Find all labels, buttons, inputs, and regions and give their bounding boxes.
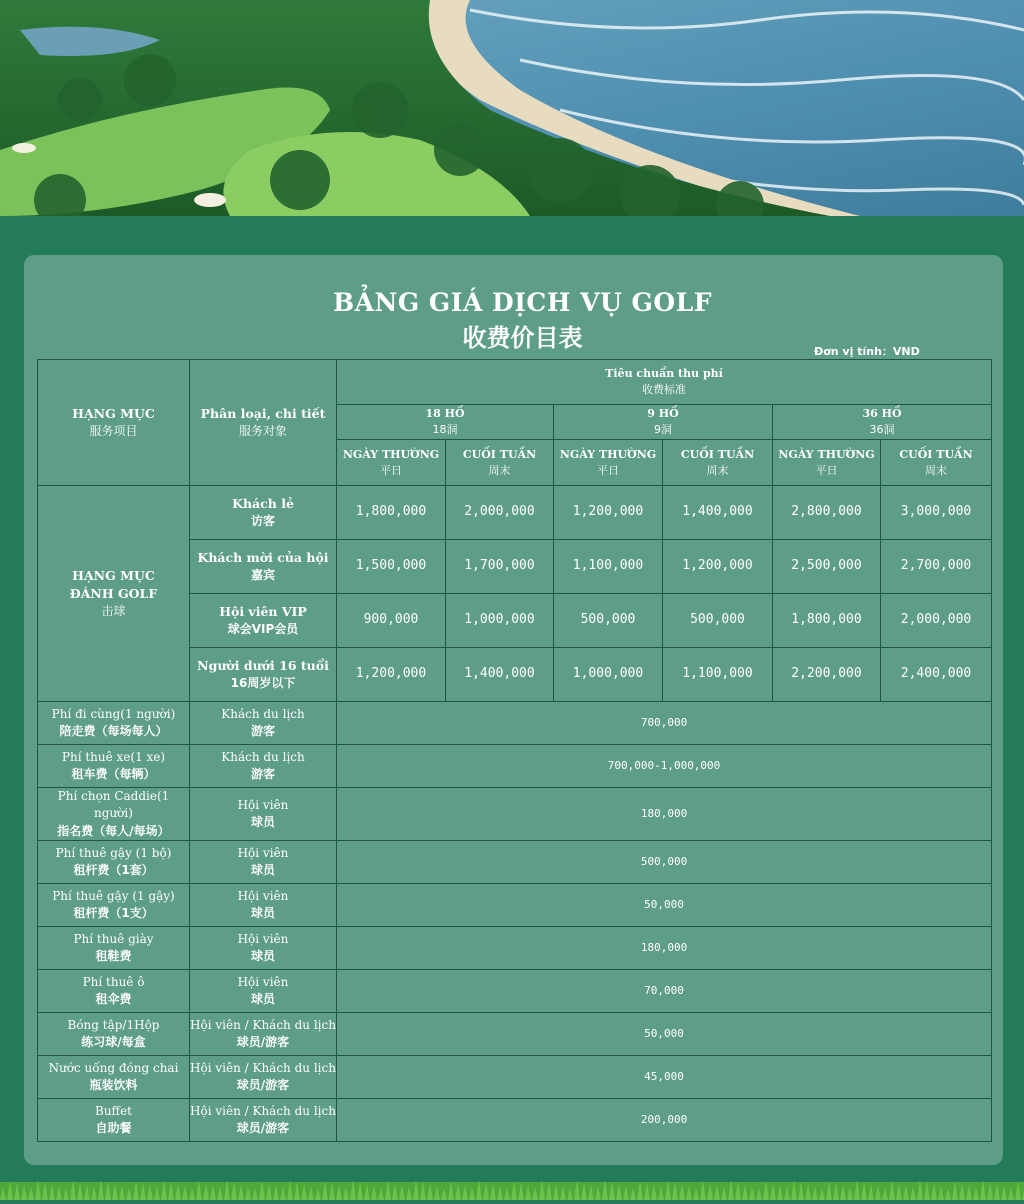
price-cell: 1,700,000 [446,540,554,594]
header-weekday-vi: NGÀY THƯỜNG [342,447,440,461]
header-group-18 [337,405,554,440]
service-target [190,884,337,927]
page-title: BẢNG GIÁ DỊCH VỤ GOLF [332,288,713,317]
price-cell: 500,000 [663,594,773,648]
golf-row-label [190,486,337,540]
golf-row-label-cn: 球会VIP会员 [227,621,299,636]
service-target-vi: Khách du lịch [221,706,305,721]
service-target-vi: Hội viên / Khách du lịch [190,1103,336,1118]
header-category [38,360,190,486]
service-target-cn: 球员 [250,992,275,1007]
service-target-vi: Hội viên [237,974,289,989]
service-price: 700,000-1,000,000 [337,745,992,788]
service-name [38,841,190,884]
price-cell: 1,100,000 [663,648,773,702]
service-target-vi: Hội viên [237,797,289,812]
header-standard [337,360,992,405]
service-name [38,1013,190,1056]
price-cell: 1,000,000 [446,594,554,648]
price-cell: 1,200,000 [554,486,663,540]
service-name-cn: 租车费（每辆） [71,767,156,781]
service-row [38,1056,992,1099]
service-name-vi: Phí thuê gậy (1 bộ) [55,845,172,860]
service-row [38,1099,992,1142]
service-price: 50,000 [337,884,992,927]
service-name-vi: Phí thuê ô [82,974,145,989]
header-group-18-vi: 18 HỐ [425,407,465,421]
price-cell: 500,000 [554,594,663,648]
service-target-cn: 球员 [250,863,275,878]
service-target-vi: Hội viên / Khách du lịch [190,1060,336,1075]
price-cell: 1,400,000 [446,648,554,702]
price-cell: 2,200,000 [773,648,881,702]
service-target [190,745,337,788]
service-price: 180,000 [337,927,992,970]
service-row [38,745,992,788]
price-cell: 900,000 [337,594,446,648]
header-group-9-vi: 9 HỐ [647,407,679,421]
header-group-36-vi: 36 HỐ [862,407,902,421]
golf-category [38,486,190,702]
service-price: 50,000 [337,1013,992,1056]
header-standard-vi: Tiêu chuẩn thu phí [605,367,723,381]
price-cell: 1,000,000 [554,648,663,702]
service-row [38,841,992,884]
service-name [38,788,190,841]
service-target-cn: 球员/游客 [236,1035,290,1050]
service-name [38,970,190,1013]
price-cell: 3,000,000 [881,486,992,540]
price-cell: 2,800,000 [773,486,881,540]
service-name [38,702,190,745]
service-name-cn: 租杆费（1支） [73,906,154,921]
service-name-vi: Bóng tập/1Hộp [67,1017,160,1032]
header-weekend [881,440,992,486]
service-row [38,884,992,927]
golf-row-label-cn: 16周岁以下 [230,675,296,690]
service-row [38,702,992,745]
service-price: 500,000 [337,841,992,884]
service-target [190,788,337,841]
service-target-vi: Hội viên / Khách du lịch [190,1017,336,1032]
header-weekend-vi: CUỐI TUẦN [899,447,973,461]
service-name [38,745,190,788]
header-weekend-cn: 周末 [925,463,948,477]
golf-row-label [190,540,337,594]
price-cell: 1,400,000 [663,486,773,540]
price-cell: 1,200,000 [337,648,446,702]
service-target-cn: 游客 [250,767,275,781]
price-cell: 2,700,000 [881,540,992,594]
service-target-cn: 球员/游客 [236,1121,290,1136]
golf-row-label-cn: 嘉宾 [250,567,275,582]
header-category-cn: 服务项目 [89,423,138,438]
service-target-cn: 球员 [250,815,275,830]
service-name-vi: Phí chọn Caddie(1 người) [57,789,170,821]
currency-unit-value: VND [892,345,920,358]
header-classification [190,360,337,486]
service-target [190,1056,337,1099]
price-cell: 2,400,000 [881,648,992,702]
header-weekday-cn: 平日 [380,463,402,477]
service-row [38,970,992,1013]
service-target-vi: Hội viên [237,888,289,903]
golf-row-label [190,594,337,648]
price-cell: 1,800,000 [337,486,446,540]
currency-unit-label: Đơn vị tính： [814,345,893,358]
service-name [38,1099,190,1142]
golf-row-label-cn: 访客 [250,513,275,528]
service-name-vi: Buffet [95,1103,132,1118]
service-target [190,970,337,1013]
golf-course-illustration [0,0,1024,216]
service-name [38,884,190,927]
service-name-vi: Phí thuê giày [73,931,154,946]
service-target-cn: 球员 [250,906,275,921]
service-name-vi: Phí thuê xe(1 xe) [61,749,166,764]
price-cell: 2,000,000 [446,486,554,540]
service-name-cn: 自助餐 [95,1121,132,1136]
header-weekday-cn: 平日 [815,463,838,477]
header-classification-cn: 服务对象 [238,423,287,438]
header-group-18-cn: 18洞 [432,423,458,436]
header-group-36-cn: 36洞 [869,423,895,436]
service-row [38,927,992,970]
golf-row-label [190,648,337,702]
header-weekday [337,440,446,486]
price-cell: 1,200,000 [663,540,773,594]
header-weekend-vi: CUỐI TUẦN [680,447,755,461]
header-weekday-vi: NGÀY THƯỜNG [778,447,875,461]
header-weekend [663,440,773,486]
golf-row-label-vi: Khách lẻ [232,495,294,511]
hero-image [0,0,1024,216]
price-table [37,359,992,1142]
header-weekday [773,440,881,486]
service-name-cn: 指名费（每人/每场） [57,823,170,838]
service-target-vi: Hội viên [237,845,289,860]
service-target [190,841,337,884]
price-cell: 1,100,000 [554,540,663,594]
price-cell: 1,800,000 [773,594,881,648]
price-cell: 2,500,000 [773,540,881,594]
service-row [38,788,992,841]
service-name-vi: Nước uống đóng chai [48,1060,179,1075]
header-group-36 [773,405,992,440]
service-name-cn: 瓶装饮料 [89,1078,138,1093]
service-name [38,1056,190,1099]
service-name-cn: 陪走费（每场每人） [59,724,168,738]
header-weekend-cn: 周末 [706,463,729,477]
header-weekend-cn: 周末 [488,463,511,477]
header-weekday-cn: 平日 [597,463,619,477]
golf-row-label-vi: Khách mời của hội [197,549,329,565]
golf-category-vi1: HẠNG MỤC [72,567,155,583]
header-weekend [446,440,554,486]
grass-border [0,1174,1024,1200]
service-name [38,927,190,970]
header-weekday-vi: NGÀY THƯỜNG [559,447,657,461]
service-price: 700,000 [337,702,992,745]
price-cell: 1,500,000 [337,540,446,594]
grass-illustration [0,1174,1024,1200]
service-price: 45,000 [337,1056,992,1099]
service-target [190,1099,337,1142]
service-target-vi: Khách du lịch [221,749,305,764]
header-standard-cn: 收费标准 [642,383,687,396]
service-name-vi: Phí đi cùng(1 người) [51,706,176,721]
header-weekday [554,440,663,486]
service-target [190,927,337,970]
page-title-chinese: 收费价目表 [462,324,583,352]
golf-category-cn: 击球 [101,603,126,618]
service-target-cn: 球员/游客 [236,1078,290,1093]
service-row [38,1013,992,1056]
header-category-vi: HẠNG MỤC [72,405,155,421]
header-group-9-cn: 9洞 [654,423,672,436]
golf-category-vi2: ĐÁNH GOLF [69,585,158,601]
table-row [38,486,992,540]
service-target-cn: 游客 [250,724,275,738]
service-target-cn: 球员 [250,949,275,964]
service-price: 200,000 [337,1099,992,1142]
service-target-vi: Hội viên [237,931,289,946]
golf-row-label-vi: Hội viên VIP [219,603,307,619]
service-target [190,702,337,745]
golf-row-label-vi: Người dưới 16 tuổi [197,657,329,673]
service-price: 180,000 [337,788,992,841]
price-cell: 2,000,000 [881,594,992,648]
service-name-cn: 租杆费（1套） [73,863,154,878]
header-weekend-vi: CUỐI TUẦN [462,447,537,461]
service-target [190,1013,337,1056]
currency-unit [814,343,920,359]
service-price: 70,000 [337,970,992,1013]
header-group-9 [554,405,773,440]
service-name-cn: 租鞋费 [95,949,132,964]
header-row [38,360,992,405]
service-name-vi: Phí thuê gậy (1 gậy) [52,888,175,903]
service-name-cn: 练习球/每盒 [81,1035,146,1050]
header-classification-vi: Phân loại, chi tiết [200,405,326,421]
service-name-cn: 租伞费 [95,992,132,1007]
